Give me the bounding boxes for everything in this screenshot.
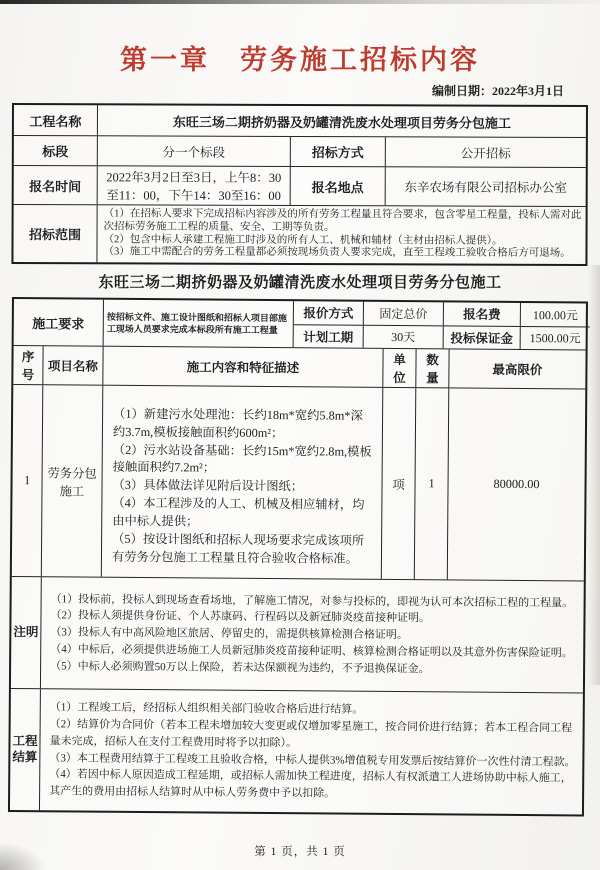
item-unit: 项 [382, 388, 416, 579]
note-label: 注明 [11, 577, 42, 688]
col-header-max-price: 最高限价 [492, 362, 543, 378]
construction-requirement-label: 施工要求 [14, 299, 104, 346]
project-subtitle: 东旺三场二期挤奶器及奶罐清洗废水处理项目劳务分包施工 [98, 275, 502, 292]
item-name: 劳务分包施工 [42, 385, 103, 576]
note-item: （1）投标前，投标人到现场查看场地，了解施工情况，对参与投标的，即视为认可本次招标工程的工程量。 [50, 593, 574, 610]
scope-item: （3）施工中需配合的劳务工程量都必须按现场负责人要求完成，直至工程竣工验收合格后方可退场。 [103, 246, 571, 260]
settlement-label: 工程结算 [10, 689, 41, 810]
band-col-values-2 [521, 303, 590, 350]
page-number-footer: 第 1 页，共 1 页 [254, 846, 346, 858]
table-row [14, 105, 586, 137]
item-max-price: 80000.00 [493, 476, 540, 492]
signup-fee-label: 报名费 [444, 303, 520, 327]
project-info-table [11, 103, 588, 266]
construction-requirement-text: 按招标文件、施工设计图纸和招标人项目部施工现场人员要求完成本标段所有施工工程量 [104, 300, 294, 347]
note-body [41, 577, 584, 692]
desc-line: （4）本工程涉及的人工、机械及相应辅材，均由中标人提供； [112, 496, 365, 529]
deposit-label: 投标保证金 [450, 331, 513, 346]
scan-top-edge-artifact [0, 0, 600, 4]
price-method-label: 报价方式 [294, 301, 363, 325]
desc-line: （1）新建污水处理池：长约18m*宽约5.8m*深约3.7m,模板接触面积约600m²； [112, 406, 363, 441]
requirement-band-row [14, 299, 586, 349]
settlement-item: （3）本工程费用结算于工程竣工且验收合格，中标人提供3%增值税专用发票后按结算价一次性付清工程款。 [49, 751, 576, 769]
band-col-labels-1 [294, 301, 364, 348]
scan-right-shade-artifact [588, 265, 600, 685]
plan-period-label: 计划工期 [303, 330, 354, 345]
column-header-row [13, 345, 585, 388]
item-description [102, 386, 383, 579]
bid-method-label: 招标方式 [291, 137, 386, 166]
note-item: （5）中标人必须购置50万以上保险，若未达保额视为违约，不予退换保证金。 [50, 660, 430, 676]
bid-scope-label: 招标范围 [13, 205, 97, 262]
scope-item: （2）包含中标人承建工程施工时涉及的所有人工、机械和辅材（主材由招标人提供）。 [103, 233, 503, 247]
desc-line: （5）按设计图纸和招标人现场要求完成该项所有劳务分包施工工程量且符合验收合格标准。 [111, 531, 365, 566]
plan-period-value: 30天 [391, 330, 416, 345]
section-label: 标段 [14, 136, 98, 165]
table-row [14, 165, 586, 206]
col-header-no: 序号 [13, 346, 43, 384]
desc-line: （2）污水站设备基础：长约15m*宽约2.8m,模板接触面积约7.2m²； [112, 442, 372, 476]
note-item: （3）投标人有中高风险地区旅居、停留史的，需提供核算检测合格证明。 [50, 626, 408, 642]
signup-place-value: 东辛农场有限公司招标办公室 [404, 180, 567, 195]
bid-method-value: 公开招标 [460, 146, 511, 161]
scope-item: （1）在招标人要求下完成招标内容涉及的所有劳务工程量且符合要求，包含零星工程量，投标人需对此次招标劳务施工工程的质量、安全、工期等负责。 [103, 208, 582, 233]
project-name-label: 工程名称 [14, 105, 98, 135]
col-header-qty: 数量 [416, 349, 449, 387]
table-row [14, 135, 586, 167]
col-header-name: 项目名称 [43, 346, 103, 384]
item-qty: 1 [415, 388, 449, 579]
signup-time-value: 2022年3月2日至3日，上午8：30至11：00，下午14：30至16：00 [98, 166, 291, 205]
col-header-desc: 施工内容和特征描述 [103, 347, 383, 387]
table-row [13, 204, 585, 264]
note-item: （4）中标后，必须提供进场施工人员新冠肺炎疫苗接种证明、核算检测合格证明以及其意外伤害保险证明。 [50, 643, 573, 660]
col-header-unit: 单位 [383, 349, 416, 387]
chapter-title: 第一章 劳务施工招标内容 [120, 45, 480, 75]
section-value: 分一个标段 [98, 136, 291, 166]
settlement-item: （4）若因中标人原因造成工程延期，或招标人需加快工程进度，招标人有权派遣工人进场协助中标人施工，其产生的费用由招标人结算时从中标人劳务费中予以扣除。 [49, 768, 572, 800]
scan-corner-smudge-artifact [0, 842, 46, 870]
settlement-item: （2）结算价为合同价（若本工程未增加较大变更或仅增加零星施工，按合同价进行结算；若本工程合同工程量未完成，招标人在支付工程费用时将予以扣除）。 [49, 718, 573, 750]
signup-time-label: 报名时间 [14, 166, 98, 204]
desc-line: （3）具体做法详见附后设计图纸； [112, 478, 304, 494]
band-col-labels-2 [444, 303, 521, 350]
bid-scope-body [97, 205, 585, 264]
note-item: （2）投标人须提供身份证、个人苏康码、行程码以及新冠肺炎疫苗接种证明。 [50, 609, 431, 625]
signup-fee-value: 100.00元 [521, 303, 590, 327]
bid-item-row [12, 384, 585, 580]
settlement-body [40, 689, 583, 814]
item-no: 1 [12, 385, 43, 576]
settlement-item: （1）工程竣工后，经招标人组织相关部门验收合格后进行结算。 [49, 701, 364, 717]
project-name-value: 东旺三场二期挤奶器及奶罐清洗废水处理项目劳务分包施工 [172, 114, 511, 131]
price-method-value: 固定总价 [364, 302, 443, 326]
settlement-row [10, 688, 583, 814]
note-row [11, 576, 584, 692]
bid-content-table [8, 297, 588, 817]
deposit-value: 1500.00元 [529, 331, 581, 346]
band-col-values-1 [364, 302, 444, 349]
signup-place-label: 报名地点 [291, 167, 386, 205]
compile-date: 编制日期：2022年3月1日 [431, 84, 564, 98]
